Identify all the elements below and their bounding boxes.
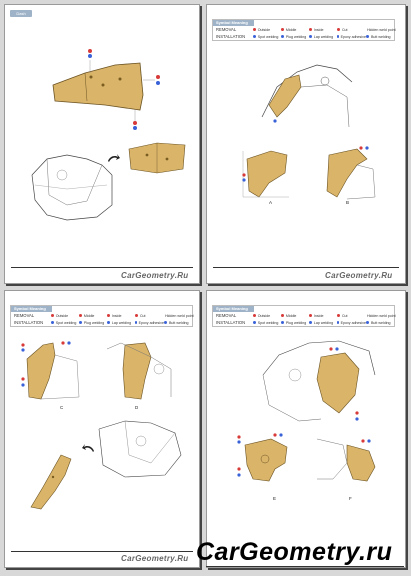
detail-c-illustration (19, 339, 83, 403)
detail-d-illustration (105, 339, 175, 403)
legend-item: Spot welding (253, 321, 281, 325)
symbol-table (212, 19, 395, 41)
manual-page-4 (206, 290, 406, 568)
manual-page-1 (4, 4, 200, 284)
legend-item: Middle (79, 314, 107, 318)
legend-item: Hidden weld point (367, 27, 396, 32)
red-dot-icon (337, 28, 340, 31)
installation-label: INSTALLATION (216, 320, 246, 325)
legend-item: Spot welding (253, 35, 281, 39)
replacement-panel-illustration (127, 141, 187, 177)
legend-item: Plug welding (79, 321, 107, 325)
removal-label: REMOVAL (14, 313, 35, 318)
legend-item: Cut (337, 28, 365, 32)
legend-item: Hidden weld point (367, 313, 396, 318)
detail-a-illustration (241, 147, 291, 199)
body-side-illustration (95, 415, 185, 481)
legend-item: Epoxy adhesive (337, 321, 366, 325)
red-dot-icon (79, 314, 82, 317)
installation-row (213, 33, 394, 40)
removal-row (11, 312, 192, 319)
section-tab: Dash (10, 10, 32, 17)
blue-dot-icon (337, 35, 339, 38)
legend-item: Epoxy adhesive (135, 321, 164, 325)
figure-caption-e: E (273, 496, 277, 501)
legend-item: Butt welding (164, 321, 192, 325)
red-dot-icon (51, 314, 54, 317)
blue-dot-icon (135, 321, 137, 324)
legend-item: Hidden weld point (165, 313, 194, 318)
blue-dot-icon (253, 321, 256, 324)
detail-f-illustration (313, 433, 383, 485)
inner-panel-assembly-illustration (259, 335, 379, 425)
symbol-table (212, 305, 395, 327)
legend-item: Outside (51, 314, 79, 318)
installation-label: INSTALLATION (216, 34, 246, 39)
figure-caption-d: D (135, 405, 139, 410)
red-dot-icon (281, 314, 284, 317)
red-dot-icon (309, 28, 312, 31)
legend-item: Butt welding (366, 321, 394, 325)
panel-removal-illustration (45, 55, 165, 135)
body-structure-illustration (27, 145, 117, 225)
site-watermark: CarGeometry.ru (196, 538, 393, 566)
footer-rule (11, 267, 193, 268)
detail-b-illustration (317, 145, 377, 201)
red-dot-icon (309, 314, 312, 317)
installation-row (11, 319, 192, 326)
pillar-assembly-illustration (257, 57, 357, 135)
footer-watermark: CarGeometry.Ru (121, 271, 189, 280)
removal-label: REMOVAL (216, 27, 237, 32)
legend-item: Spot welding (51, 321, 79, 325)
installation-label: INSTALLATION (14, 320, 44, 325)
blue-dot-icon (253, 35, 256, 38)
figure-caption-c: C (60, 405, 64, 410)
installation-row (213, 319, 394, 326)
arrow-icon (81, 443, 95, 453)
footer-watermark: CarGeometry.Ru (121, 554, 189, 563)
legend-item: Plug welding (281, 35, 309, 39)
red-dot-icon (253, 314, 256, 317)
red-dot-icon (253, 28, 256, 31)
arrow-icon (107, 153, 121, 163)
blue-dot-icon (107, 321, 110, 324)
legend-item: Middle (281, 28, 309, 32)
legend-item: Lap welding (309, 35, 337, 39)
symbol-table-heading: Symbol Meaning (11, 306, 52, 312)
blue-dot-icon (51, 321, 54, 324)
legend-item: Outside (253, 314, 281, 318)
legend-item: Inside (309, 314, 337, 318)
legend-item: Lap welding (309, 321, 337, 325)
legend-item: Epoxy adhesive (337, 35, 366, 39)
manual-page-3 (4, 290, 200, 568)
blue-dot-icon (309, 321, 312, 324)
blue-dot-icon (164, 321, 167, 324)
legend-item: Lap welding (107, 321, 135, 325)
symbol-table-heading: Symbol Meaning (213, 20, 254, 26)
symbol-table (10, 305, 193, 327)
legend-item: Butt welding (366, 35, 394, 39)
watermark-underline (206, 566, 404, 567)
removal-row (213, 312, 394, 319)
blue-dot-icon (366, 35, 369, 38)
blue-dot-icon (309, 35, 312, 38)
footer-rule (11, 551, 193, 552)
blue-dot-icon (337, 321, 339, 324)
legend-item: Cut (135, 314, 163, 318)
red-dot-icon (337, 314, 340, 317)
removal-label: REMOVAL (216, 313, 237, 318)
detail-e-illustration (235, 433, 295, 485)
blue-dot-icon (281, 321, 284, 324)
legend-item: Middle (281, 314, 309, 318)
manual-page-2 (206, 4, 406, 284)
footer-rule (213, 267, 399, 268)
blue-dot-icon (281, 35, 284, 38)
red-dot-icon (135, 314, 138, 317)
red-dot-icon (107, 314, 110, 317)
legend-item: Plug welding (281, 321, 309, 325)
legend-item: Inside (107, 314, 135, 318)
legend-item: Cut (337, 314, 365, 318)
replacement-pillar-illustration (25, 453, 75, 513)
figure-caption-b: B (346, 200, 350, 205)
figure-caption-a: A (269, 200, 273, 205)
red-dot-icon (281, 28, 284, 31)
blue-dot-icon (366, 321, 369, 324)
legend-item: Inside (309, 28, 337, 32)
symbol-table-heading: Symbol Meaning (213, 306, 254, 312)
removal-row (213, 26, 394, 33)
footer-watermark: CarGeometry.Ru (325, 271, 393, 280)
blue-dot-icon (79, 321, 82, 324)
legend-item: Outside (253, 28, 281, 32)
figure-caption-f: F (349, 496, 352, 501)
